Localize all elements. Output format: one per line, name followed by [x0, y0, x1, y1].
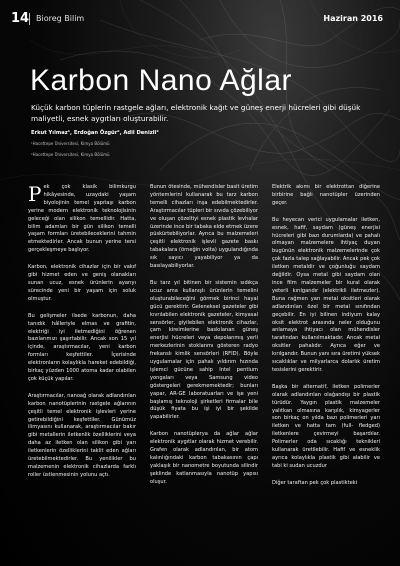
paragraph: [28, 184, 136, 255]
paragraph: Bunun ötesinde, mühendisler basit üretim yöntemlerini kullanarak bu tarz karbon temelli cihazları inşa edebilmektedirler. Araştırmacılar tüpleri bir sıvıda çözebiliyor ve oluşan çözeltiyi esnek plastik levhalar üzerinde ince bir tabaka elde etmek üzere püskürtebiliyorlar. Ayrıca bu malzemeleri çeşitli elektronik işlevli gazete baskı tabakalara (örneğin volta) uygulandığında sık sayıcı yayabiliyor ya da basılayabiliyorlar.: [150, 184, 258, 270]
paragraph-text: ek çok klasik bilimkurgu hikâyesinde, uzaydaki yaşam biyolojinin temel yapıtaşı karbon yerine modern elektronik teknolojisinin geleceği olan silikon temellidir. Hatta, bilim adamları bir gün silikon temelli yaşam formları üretebileceklerini tahmin etmektedirler. Ancak bunun yerine tersi gerçekleşmeye başlıyor.: [28, 184, 136, 254]
article-title: Karbon Nano Ağlar: [30, 64, 293, 97]
paragraph: Bu heyecan verici uygulamalar iletken, esnek, hafif, saydam (güneş enerjisi hücreleri gibi bazı durumlarda) ve pahalı olmayan malzemelere ihtiyaç duyan bugünün elektronik malzemelerinde çok çok fazla talep sağlayabilir. Ancak pek çok iletken metaldir ve çoğunluğu saydam değildir. Oysa metal gibi saydam olan ince film malzemeler bir kural olarak yeterli kırılgandır (elektrikli iletmezler). Buna rağmen yarı metal oksitleri olarak adlandırılan özel bir metal sınıfından geçebilir. En iyi bilinen indiyum kalay oksit elektrot arasında neler olduğunu anlamaya ihtiyacı olan mühendisler tarafından kullanılmaktadır. Ancak metal oksitler pahalıdır. Ayrıca eğer ve kırılgandır. Bunun yanı sıra üretimi yüksek sıcaklıklar ve milyarlarca dolarlık üretim tesislerini gerektirir.: [272, 216, 380, 373]
page-number: 14: [11, 11, 30, 26]
drop-cap: P: [28, 182, 42, 206]
paragraph: Diğer taraftan pek çok plastikteki: [272, 479, 358, 486]
affiliation-2: ²Hacettepe Üniversitesi, Kimya Bölümü: [31, 152, 110, 157]
text-column-1: [28, 184, 136, 497]
paragraph: Araştırmacılar, nanoağ olarak adlandırılan karbon nanotüplerinin rastgele ağlarının çeşitli temel elektronik işlevleri yerine getirebildiğini keşfettiler. Günümüz ilimyasını kullanarak, araştırmacılar bakır gibi metallerin iletkenlik özelliklerini veya daha az iletken olan silikon gibi yarı iletkenlerin özelliklerini taklit eden ağları üretebilmektedirler. Bu yenilikler bu malzemenin elektronik cihazlarda farklı roller üstlenmesinin yolunu açtı.: [28, 392, 136, 478]
text-column-2: [150, 184, 258, 497]
header-divider: [29, 13, 30, 25]
paragraph: Başka bir alternatif, iletken polimerler olarak adlandırılan olağandışı bir plastik türüdür. Yaygın plastik malzemeler yalıtkan olmasına karşılık, kimyagerler son birkaç on yılda bazı polimerleri yarı iletken ve hatta tam (full- fledged) iletkenlere çevirmeyi başardılar. Polimerler oda sıcaklığı teknikleri kullanarak üretilebilir. Hafif ve esneklik ayrıca kolaylıkla plastik gibi alabilir ve tabi ki sudan ucuzdur: [272, 383, 380, 469]
text-column-3: [272, 184, 380, 497]
magazine-name: Bioreg Bilim: [36, 14, 85, 23]
affiliation-1: ¹Hacettepe Üniversitesi, Kimya Bölümü: [31, 141, 110, 146]
page-header: [0, 0, 400, 34]
paragraph: Bu gelişmeler ilsede karbonun, daha tanıdık hâlleriyle elmas ve grafitin, elektriği iyi iletmediğini öğrenen bazılarımızı şaşırtabilir. Ancak son 15 yıl içinde, araştırmacılar, yeni karbon formları keşfettiler. İçerisinde elektronların kolaylıkla hareket edebildiği, birkaç yüzden 1000 atoma kadar olabilen çok küçük yapılar.: [28, 312, 136, 382]
article-body: [28, 184, 380, 497]
paragraph: Karbon nanotüplerya da ağlar ağlar elektronik aygıtlar olarak hizmet verebilir. Grafen olarak adlandırılan, bir atom kalınlığındaki karbon tabakasının çapı yaklaşık bir nanometre boyutunda silindir şeklinde katlanmasıyla nanotüp yapısı oluşur.: [150, 431, 258, 485]
issue-date: Haziran 2016: [323, 14, 383, 23]
article-authors: Erkut Yılmaz¹, Erdoğan Özgür², Adil Denizli²: [31, 130, 159, 136]
paragraph: Bu tarz yıl bitinen bir sistemin sıdıkça ucuz ama kullanışlı ürünlerin temelini oluşturabileceğini görmek birinci hayal gücü gerektirir. Geleneksel gazeteler gibi kıvrılabilen elektronik gazeteler, kimyasal sensörler, giyilebilen elektronik cihazlar, çam kireimlerine baskılanan güneş enerjisi hücreleri veya depolanmış yerli merkezlerinin stoklanmı gösteren radyo frekanslı kimlik sensörleri (RFID). Böyle uygulamalar için pahalı yıldırım hızında işlemci gücüne sahip Intel pentium yongaları veya Samsung video göstergeleri gerekmemektedir; bunları yapar, AR-GE laboratuarları ve işe yeni başlamış teknoloji şirketleri firmalar bile düşük fiyata bu işi iyi bir şekilde yapabilirler.: [150, 279, 258, 421]
paragraph: Karbon, elektronik cihazlar için bir vakıf gibi hizmet eden ve geniş olanakları sunan ucuz, esnek ürünlerin ayarıyı sürecinde yeni bir yaşam için soluk olmuştur.: [28, 264, 136, 302]
paragraph: Elektrik akımı bir elektrottan diğerine birbirine bağlı nanotüpler üzerinden geçer.: [272, 184, 380, 206]
article-subtitle: Küçük karbon tüplerin rastgele ağları, elektronik kağıt ve güneş enerji hücreleri gibi düşük maliyetli, esnek aygıtları oluşturabilir.: [31, 103, 361, 123]
